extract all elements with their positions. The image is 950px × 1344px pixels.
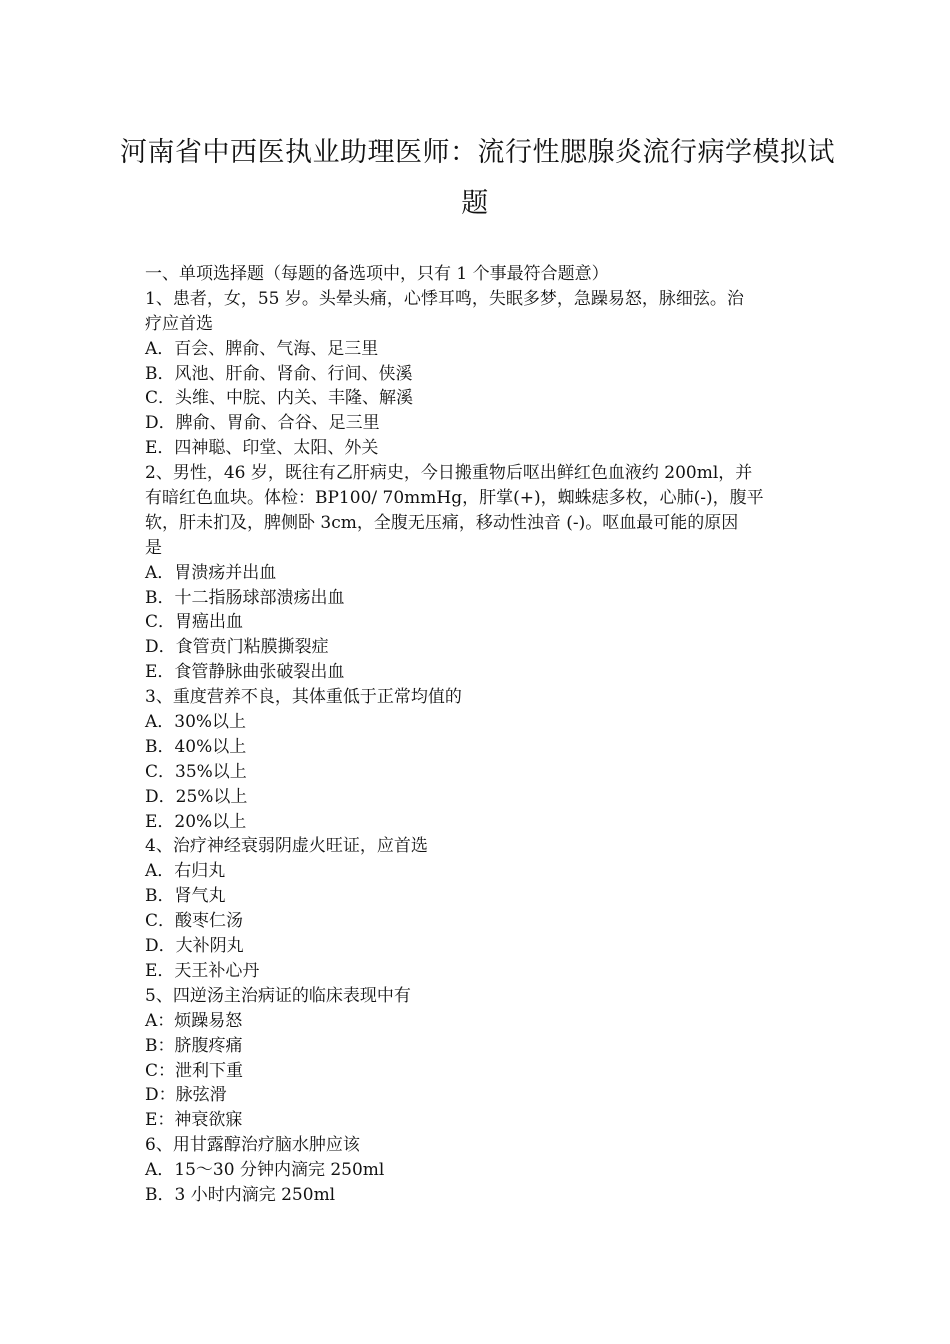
option-line: C：泄利下重 <box>145 1060 244 1081</box>
option-line: A．右归丸 <box>145 861 226 882</box>
text-line: 软，肝未扪及，脾侧卧 3cm，全腹无压痛，移动性浊音 (-)。呕血最可能的原因 <box>145 512 739 533</box>
option-line: C．头维、中脘、内关、丰隆、解溪 <box>145 388 414 409</box>
option-line: C．酸枣仁汤 <box>145 911 244 932</box>
section-heading: 一、单项选择题（每题的备选项中，只有 1 个事最符合题意） <box>145 264 609 284</box>
option-line: D．大补阴丸 <box>145 936 244 957</box>
text-line: 2、男性，46 岁，既往有乙肝病史，今日搬重物后呕出鲜红色血液约 200ml，并 <box>145 463 753 484</box>
option-line: D：脉弦滑 <box>145 1085 227 1106</box>
text-line: 3、重度营养不良，其体重低于正常均值的 <box>145 687 462 708</box>
option-line: A．15～30 分钟内滴完 250ml <box>145 1160 385 1181</box>
option-line: C．胃癌出血 <box>145 612 244 633</box>
text-line: 6、用甘露醇治疗脑水肿应该 <box>145 1135 360 1156</box>
option-line: B．40%以上 <box>145 736 247 757</box>
option-line: A．30%以上 <box>145 712 247 733</box>
option-line: D．食管贲门粘膜撕裂症 <box>145 637 329 658</box>
option-line: E．四神聪、印堂、太阳、外关 <box>145 438 379 459</box>
document-title-line-1: 河南省中西医执业助理医师：流行性腮腺炎流行病学模拟试 <box>120 137 835 168</box>
text-line: 疗应首选 <box>145 313 213 334</box>
document-title-line-2: 题 <box>461 188 489 219</box>
text-line: 是 <box>145 537 162 558</box>
option-line: B．风池、肝俞、肾俞、行间、侠溪 <box>145 363 413 384</box>
option-line: C．35%以上 <box>145 761 247 782</box>
option-line: E：神衰欲寐 <box>145 1110 243 1131</box>
option-line: D．25%以上 <box>145 786 248 807</box>
option-line: B．肾气丸 <box>145 886 226 907</box>
document-body <box>145 262 810 1208</box>
option-line: B：脐腹疼痛 <box>145 1035 243 1056</box>
option-line: E．食管静脉曲张破裂出血 <box>145 662 345 683</box>
option-line: D．脾俞、胃俞、合谷、足三里 <box>145 413 380 434</box>
option-line: A．胃溃疡并出血 <box>145 562 277 583</box>
option-line: E．20%以上 <box>145 811 247 832</box>
option-line: A：烦躁易怒 <box>145 1010 243 1031</box>
text-line: 1、患者，女，55 岁。头晕头痛，心悸耳鸣，失眠多梦，急躁易怒，脉细弦。治 <box>145 288 744 309</box>
option-line: E．天王补心丹 <box>145 960 260 981</box>
text-line: 5、四逆汤主治病证的临床表现中有 <box>145 985 411 1006</box>
option-line: B．3 小时内滴完 250ml <box>145 1184 336 1205</box>
text-line: 有暗红色血块。体检：BP100/ 70mmHg，肝掌(+)，蜘蛛痣多枚，心肺(-)，腹平 <box>145 488 764 509</box>
text-line: 4、治疗神经衰弱阴虚火旺证，应首选 <box>145 836 428 857</box>
option-line: A．百会、脾俞、气海、足三里 <box>145 338 379 359</box>
option-line: B．十二指肠球部溃疡出血 <box>145 587 345 608</box>
